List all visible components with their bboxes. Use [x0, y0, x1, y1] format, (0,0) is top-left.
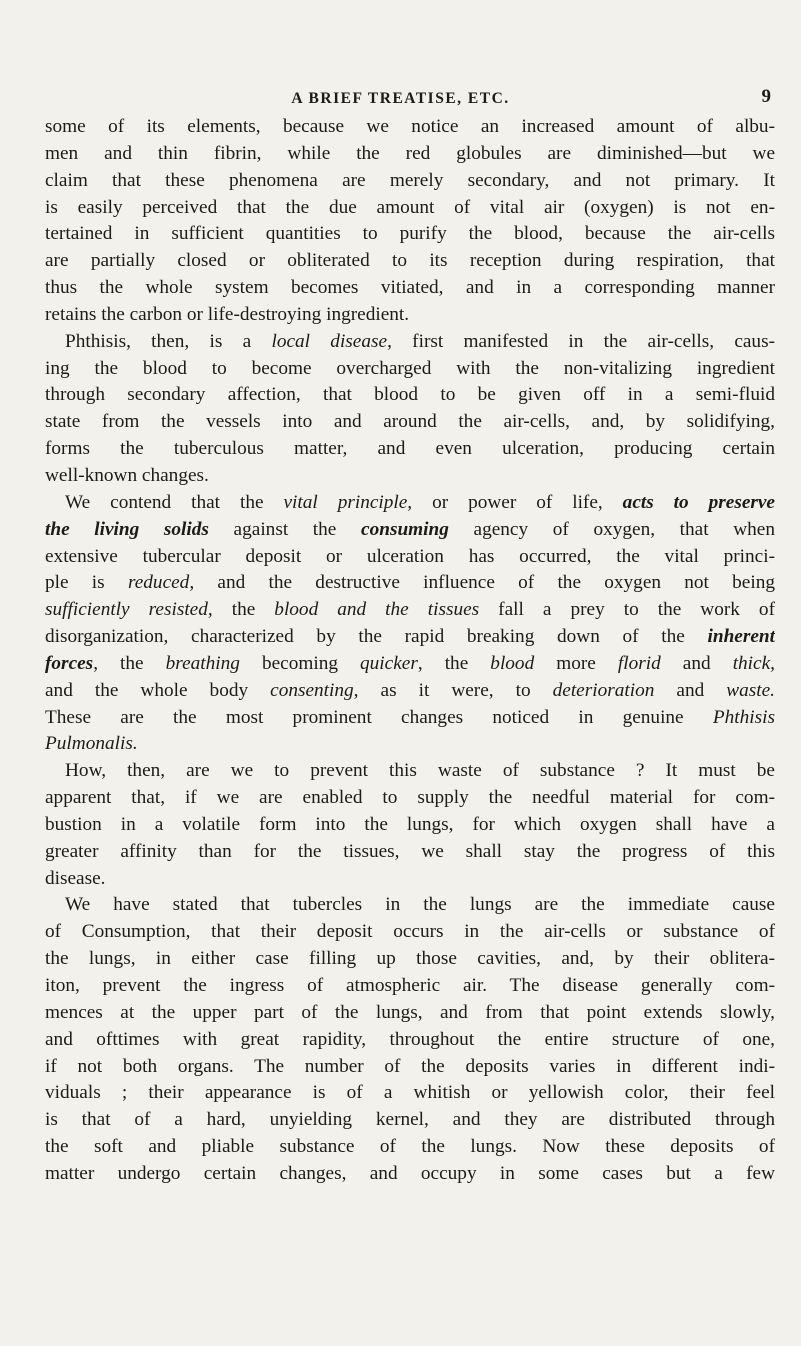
text-run: through secondary affection, that blood to be given off in a semi-fluid — [45, 384, 775, 406]
text-run: , the — [93, 652, 166, 674]
text-run: bustion in a volatile form into the lungs, for which oxygen shall have a — [45, 813, 775, 835]
text-line — [45, 1027, 775, 1054]
emphasis-run: forces — [45, 652, 94, 674]
text-run: of Consumption, that their deposit occurs in the air-cells or substance of — [45, 921, 775, 943]
text-line — [45, 329, 775, 356]
text-run: some of its elements, because we notice an increased amount of albu- — [45, 116, 775, 137]
emphasis-run: the living solids — [45, 518, 209, 540]
emphasis-run: Pulmonalis. — [45, 733, 138, 755]
text-run: against the — [208, 518, 362, 540]
emphasis-run: Phthisis — [712, 706, 775, 728]
text-line — [45, 758, 775, 785]
text-run: agency of oxygen, that when — [448, 518, 775, 540]
emphasis-run: quicker — [360, 652, 418, 674]
emphasis-run: inherent — [707, 626, 775, 648]
text-line — [45, 919, 775, 946]
text-line — [45, 812, 775, 839]
text-line — [45, 839, 775, 866]
text-run: disorganization, characterized by the rapid breaking down of the — [45, 626, 708, 648]
text-run: well-known changes. — [45, 464, 209, 486]
text-run: and the destructive influence of the oxygen not being — [194, 572, 775, 594]
running-title: A BRIEF TREATISE, ETC. — [291, 90, 510, 107]
text-run: retains the carbon or life-destroying ingredient. — [45, 303, 410, 325]
text-run: These are the most prominent changes noticed in genuine — [45, 706, 713, 728]
text-run: ple is — [45, 572, 128, 594]
text-run: more — [534, 652, 618, 674]
text-run: and — [654, 679, 727, 701]
text-line — [45, 382, 775, 409]
text-run: is easily perceived that the due amount of vital air (oxygen) is not en- — [45, 196, 775, 218]
emphasis-run: sufficiently resisted, — [45, 599, 213, 621]
text-run: greater affinity than for the tissues, we shall stay the progress of this — [45, 840, 775, 862]
text-run: the lungs, in either case filling up those cavities, and, by their oblitera- — [45, 948, 775, 970]
text-run: , the — [417, 652, 491, 674]
emphasis-run: consenting, — [270, 679, 359, 701]
text-line — [45, 114, 775, 141]
text-run: the — [212, 599, 275, 621]
text-line — [45, 651, 775, 678]
text-line — [45, 597, 775, 624]
text-line — [45, 168, 775, 195]
text-line — [45, 248, 775, 275]
text-line — [45, 570, 775, 597]
text-line — [45, 678, 775, 705]
emphasis-run: local disease — [271, 330, 388, 352]
text-run: matter undergo certain changes, and occupy in some cases but a few — [45, 1162, 775, 1184]
text-line — [45, 866, 775, 893]
text-run: is that of a hard, unyielding kernel, and they are distributed through — [45, 1109, 775, 1131]
text-line — [45, 705, 775, 732]
text-line — [45, 544, 775, 571]
text-run: We contend that the — [65, 491, 284, 513]
emphasis-run: vital principle, — [283, 491, 413, 513]
text-run: men and thin fibrin, while the red globules are diminished—but we — [45, 142, 775, 164]
text-line — [45, 436, 775, 463]
emphasis-run: breathing — [165, 652, 240, 674]
text-line — [45, 1080, 775, 1107]
text-line — [45, 275, 775, 302]
text-line — [45, 221, 775, 248]
emphasis-run: reduced, — [127, 572, 195, 594]
text-line — [45, 409, 775, 436]
text-run: How, then, are we to prevent this waste of substance ? It must be — [65, 760, 775, 782]
text-line — [45, 1134, 775, 1161]
text-line — [45, 490, 775, 517]
text-line — [45, 463, 775, 490]
text-line — [45, 1054, 775, 1081]
text-run: if not both organs. The number of the deposits varies in different indi- — [45, 1055, 775, 1077]
text-run: and — [660, 652, 733, 674]
emphasis-run: consuming — [361, 518, 449, 540]
text-run: disease. — [45, 867, 106, 889]
text-run: mences at the upper part of the lungs, and from that point extends slowly, — [45, 1001, 775, 1023]
text-line — [45, 141, 775, 168]
emphasis-run: waste. — [726, 679, 775, 701]
text-run: claim that these phenomena are merely secondary, and not primary. It — [45, 169, 775, 191]
text-run: thus the whole system becomes vitiated, and in a corresponding manner — [45, 277, 775, 299]
text-line — [45, 302, 775, 329]
emphasis-run: blood — [490, 652, 535, 674]
text-line — [45, 1107, 775, 1134]
text-line — [45, 624, 775, 651]
text-line — [45, 1000, 775, 1027]
text-run: or power of life, — [412, 491, 623, 513]
text-run: viduals ; their appearance is of a whitish or yellowish color, their feel — [45, 1082, 775, 1104]
emphasis-run: blood and the tissues — [274, 599, 480, 621]
text-run: and the whole body — [45, 679, 271, 701]
emphasis-run: florid — [617, 652, 661, 674]
emphasis-run: thick, — [732, 652, 775, 674]
text-line — [45, 731, 775, 758]
text-line — [45, 195, 775, 222]
text-line — [45, 973, 775, 1000]
text-line — [45, 892, 775, 919]
text-run: iton, prevent the ingress of atmospheric air. The disease generally com- — [45, 975, 775, 996]
text-run: tertained in sufficient quantities to purify the blood, because the air-cells — [45, 223, 775, 245]
text-run: are partially closed or obliterated to its reception during respiration, that — [45, 250, 775, 272]
text-run: and ofttimes with great rapidity, throughout the entire structure of one, — [45, 1028, 775, 1050]
body-text — [45, 114, 775, 1188]
text-run: We have stated that tubercles in the lungs are the immediate cause — [65, 894, 775, 916]
text-run: the soft and pliable substance of the lungs. Now these deposits of — [45, 1136, 775, 1158]
text-run: , first manifested in the air-cells, caus- — [387, 330, 775, 352]
text-run: apparent that, if we are enabled to supply the needful material for com- — [45, 787, 775, 809]
text-run: ing the blood to become overcharged with the non-vitalizing ingredient — [45, 357, 775, 379]
text-run: as it were, to — [358, 679, 553, 701]
text-line — [45, 356, 775, 383]
text-line — [45, 785, 775, 812]
text-run: fall a prey to the work of — [479, 599, 775, 621]
text-run: becoming — [239, 652, 361, 674]
emphasis-run: deterioration — [552, 679, 655, 701]
emphasis-run: acts to preserve — [622, 491, 775, 513]
page-number: 9 — [761, 86, 771, 107]
text-line — [45, 1161, 775, 1188]
text-run: Phthisis, then, is a — [65, 330, 272, 352]
text-run: state from the vessels into and around the air-cells, and, by solidifying, — [45, 411, 775, 433]
text-run: extensive tubercular deposit or ulceration has occurred, the vital princi- — [45, 545, 775, 567]
text-line — [45, 946, 775, 973]
text-run: forms the tuberculous matter, and even ulceration, producing certain — [45, 438, 775, 460]
text-line — [45, 517, 775, 544]
